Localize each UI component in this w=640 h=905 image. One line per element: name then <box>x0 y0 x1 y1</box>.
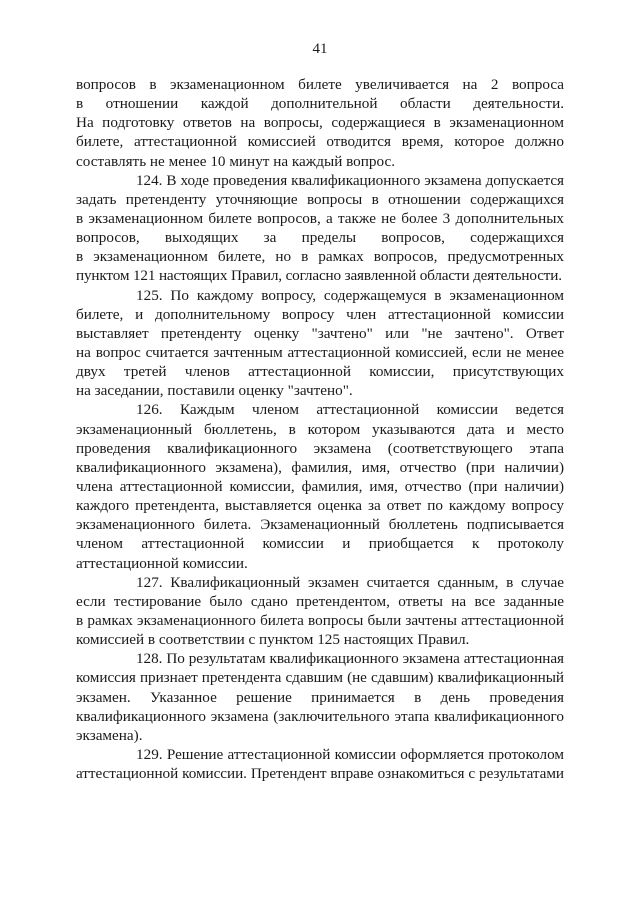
text-line: члена аттестационной комиссии, фамилия, имя, отчество (при наличии) <box>76 477 564 495</box>
text-line: задать претенденту уточняющие вопросы в отношении содержащихся <box>76 190 564 208</box>
text-line: аттестационной комиссии. Претендент вправе ознакомиться с результатами <box>76 765 564 783</box>
text-line: 125. По каждому вопросу, содержащемуся в экзаменационном <box>136 286 564 304</box>
text-line: если тестирование было сдано претендентом, ответы на все заданные <box>76 592 564 610</box>
text-line: в отношении каждой дополнительной области деятельности. <box>76 95 564 113</box>
text-line: билете, аттестационной комиссией отводится время, которое должно <box>76 133 564 151</box>
text-line: квалификационного экзамена), фамилия, имя, отчество (при наличии) <box>76 458 564 476</box>
paragraph-125 <box>76 286 564 401</box>
text-line: составлять не менее 10 минут на каждый вопрос. <box>76 152 396 170</box>
paragraph-continuation <box>76 75 564 171</box>
text-line: на заседании, поставили оценку "зачтено". <box>76 382 353 400</box>
text-line: экзамен. Указанное решение принимается в день проведения <box>76 688 564 706</box>
text-line: выставляет претенденту оценку "зачтено" или "не зачтено". Ответ <box>76 324 564 342</box>
text-line: 126. Каждым членом аттестационной комиссии ведется <box>136 401 564 419</box>
paragraph-127 <box>76 573 564 650</box>
text-line: На подготовку ответов на вопросы, содержащиеся в экзаменационном <box>76 114 564 132</box>
text-line: двух третей членов аттестационной комиссии, присутствующих <box>76 363 564 381</box>
text-line: вопросов, выходящих за пределы вопросов, содержащихся <box>76 229 564 247</box>
text-line: аттестационной комиссии. <box>76 554 248 572</box>
text-line: на вопрос считается зачтенным аттестационной комиссией, если не менее <box>76 343 564 361</box>
paragraph-124 <box>76 171 564 286</box>
page-number: 41 <box>312 41 328 57</box>
text-line: комиссией в соответствии с пунктом 125 настоящих Правил. <box>76 631 470 649</box>
text-line: членом аттестационной комиссии и приобщается к протоколу <box>76 535 564 553</box>
paragraph-126 <box>76 400 564 572</box>
text-line: вопросов в экзаменационном билете увеличивается на 2 вопроса <box>76 76 564 93</box>
text-line: 129. Решение аттестационной комиссии оформляется протоколом <box>136 745 564 763</box>
text-line: каждого претендента, выставляется оценка за ответ по каждому вопросу <box>76 497 564 515</box>
text-line: в экзаменационном билете вопросов, а также не более 3 дополнительных <box>76 209 564 227</box>
paragraph-128 <box>76 649 564 745</box>
document-body <box>76 75 564 783</box>
text-line: в экзаменационном билете, но в рамках вопросов, предусмотренных <box>76 248 564 266</box>
text-line: экзаменационного билета. Экзаменационный бюллетень подписывается <box>76 516 564 534</box>
text-line: 127. Квалификационный экзамен считается сданным, в случае <box>136 573 564 591</box>
text-line: 124. В ходе проведения квалификационного экзамена допускается <box>136 171 564 189</box>
text-line: проведения квалификационного экзамена (соответствующего этапа <box>76 439 564 457</box>
text-line: 128. По результатам квалификационного экзамена аттестационная <box>136 650 564 668</box>
text-line: квалификационного экзамена (заключительного этапа квалификационного <box>76 707 564 725</box>
text-line: пунктом 121 настоящих Правил, согласно заявленной области деятельности. <box>76 267 562 285</box>
text-line: экзамена). <box>76 726 143 744</box>
text-line: экзаменационный бюллетень, в котором указываются дата и место <box>76 420 564 438</box>
text-line: комиссия признает претендента сдавшим (не сдавшим) квалификационный <box>76 669 564 687</box>
text-line: в рамках экзаменационного билета вопросы были зачтены аттестационной <box>76 611 564 629</box>
text-line: билете, и дополнительному вопросу член аттестационной комиссии <box>76 305 564 323</box>
paragraph-129 <box>76 745 564 783</box>
